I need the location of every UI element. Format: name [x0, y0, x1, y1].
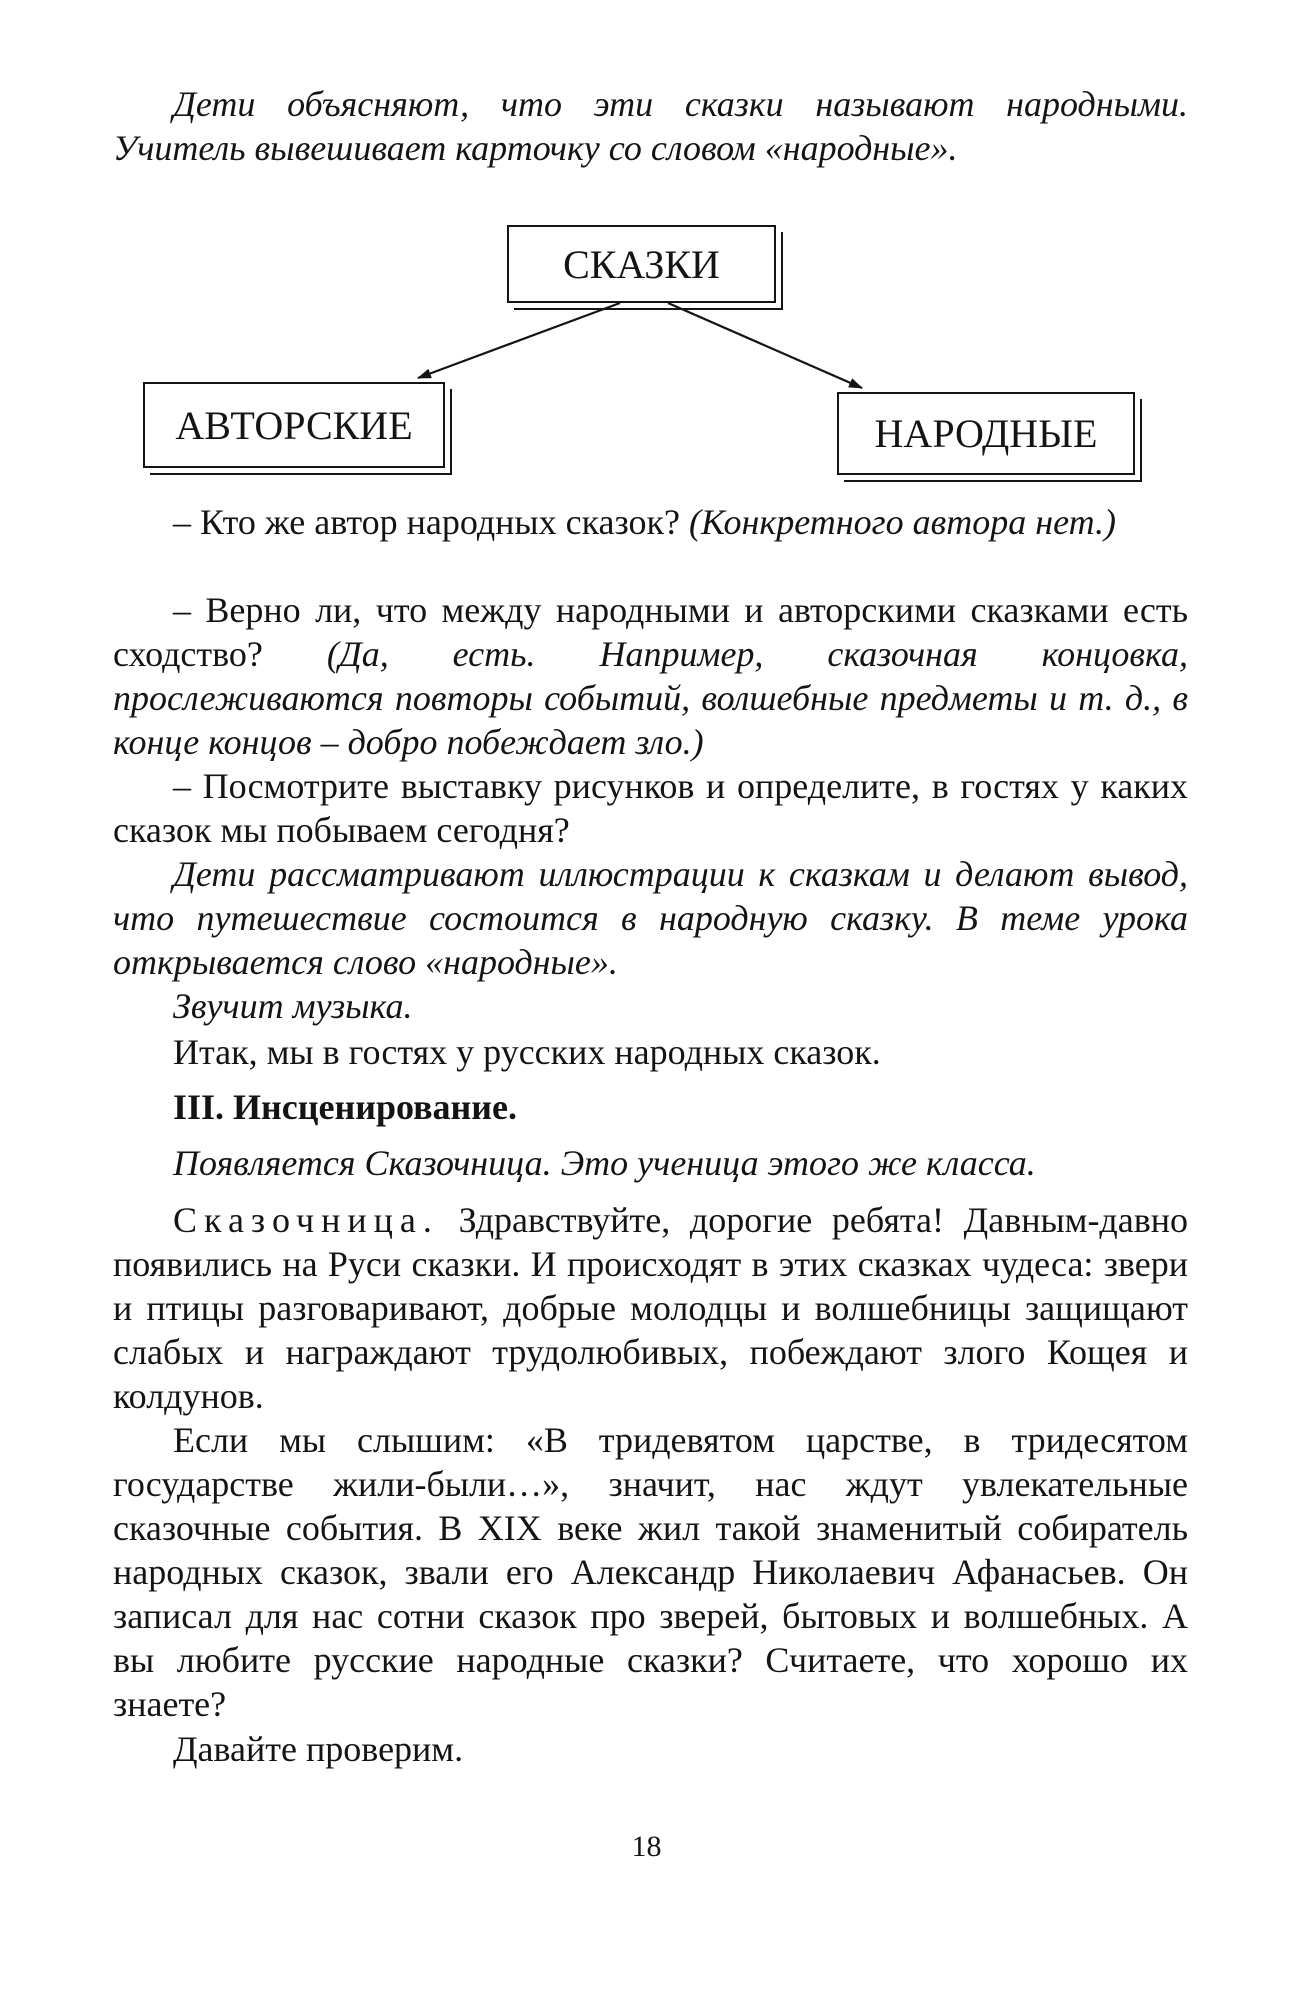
speech-paragraph-1	[113, 1198, 1188, 1418]
section-note: Появляется Сказочница. Это ученица этого же класса.	[173, 1143, 1036, 1183]
note-children: Дети рассматривают иллюстрации к сказкам и делают вывод, что путешествие состоится в народную сказку. В теме урока открывается слово «народные».	[113, 854, 1188, 982]
speaker-name: Сказочница.	[173, 1200, 439, 1240]
question-3: – Посмотрите выставку рисунков и определите, в гостях у каких сказок мы побываем сегодня?	[113, 766, 1188, 850]
speech-paragraph-3: Давайте проверим.	[173, 1729, 464, 1769]
diagram-root-label: СКАЗКИ	[563, 241, 720, 287]
diagram-box-left	[143, 382, 445, 468]
section-heading: III. Инсценирование.	[173, 1087, 517, 1127]
arrow-to-left	[418, 303, 620, 378]
answer-2: (Да, есть. Например, сказочная концовка, прослеживаются повторы событий, волшебные предметы и т. д., в конце концов – добро побеждает зло.)	[113, 634, 1188, 762]
note-music: Звучит музыка.	[173, 986, 413, 1026]
intro-paragraph: Дети объясняют, что эти сказки называют народными. Учитель вывешивает карточку со словом «народные».	[113, 84, 1188, 168]
page-number: 18	[631, 1830, 662, 1863]
speech-1-text: Здравствуйте, дорогие ребята! Давным-давно появились на Руси сказки. И происходят в этих сказках чудеса: звери и птицы разговаривают, добрые молодцы и волшебницы защищают слабых и награждают трудолюбивых, побеждают злого Кощея и колдунов.	[113, 1200, 1188, 1416]
diagram-left-label: АВТОРСКИЕ	[175, 402, 413, 448]
line-guests: Итак, мы в гостях у русских народных сказок.	[173, 1032, 881, 1072]
question-2	[113, 588, 1188, 764]
diagram-box-root	[507, 225, 776, 303]
question-2-text: – Верно ли, что между народными и авторскими сказками есть сходство?	[113, 590, 1188, 674]
question-1	[113, 500, 1188, 544]
diagram-right-label: НАРОДНЫЕ	[874, 411, 1098, 456]
diagram-box-right	[837, 392, 1135, 475]
answer-1: (Конкретного автора нет.)	[688, 502, 1117, 542]
speech-paragraph-2: Если мы слышим: «В тридевятом царстве, в тридесятом государстве жили-были…», значит, нас ждут увлекательные сказочные события. В XIX веке жил такой знаменитый собиратель народных сказок, звали его Александр Николаевич Афанасьев. Он записал для нас сотни сказок про зверей, бытовых и волшебных. А вы любите русские народные сказки? Считаете, что хорошо их знаете?	[113, 1420, 1188, 1724]
question-1-text: – Кто же автор народных сказок?	[173, 502, 680, 542]
arrow-to-right	[668, 303, 862, 388]
